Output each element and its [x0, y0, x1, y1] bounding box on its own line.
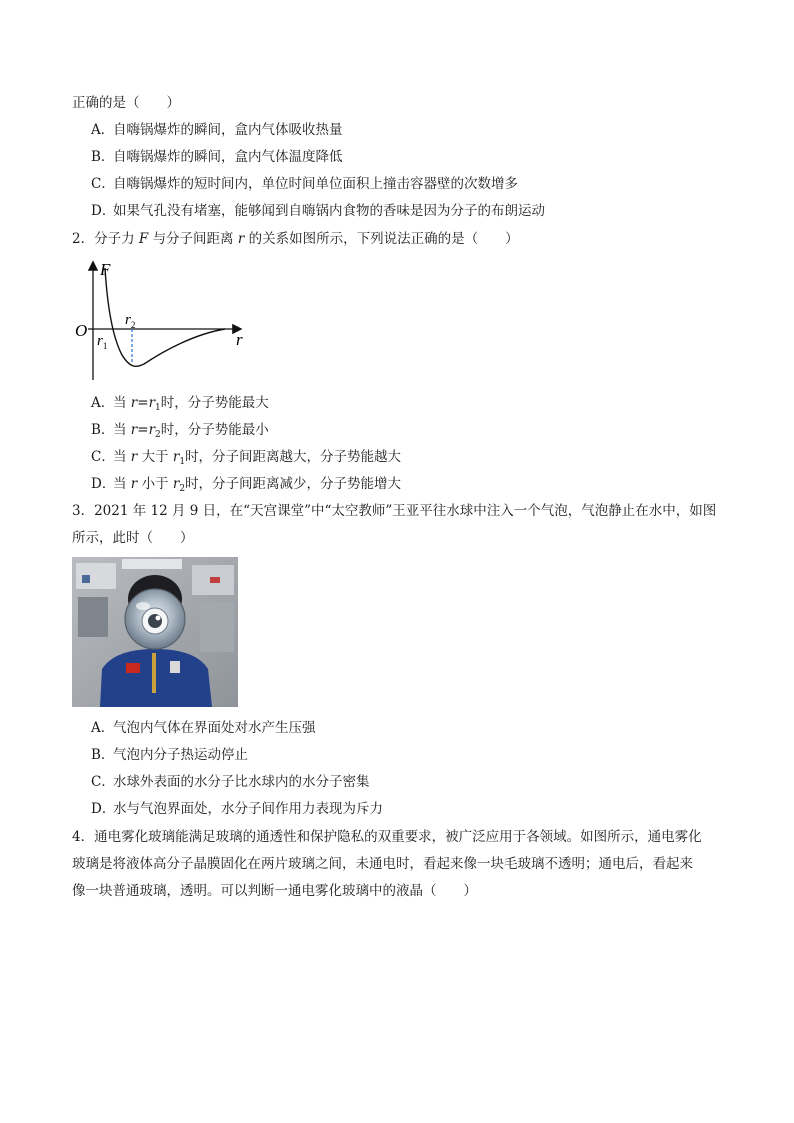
option-label: A． [91, 720, 115, 736]
q1-stem-tail: 正确的是（ ） [72, 95, 180, 111]
question-number: 2． [72, 231, 95, 247]
var-r: r [172, 476, 180, 492]
subscript: 1 [179, 457, 186, 467]
q4-stem-line1 [72, 824, 702, 851]
option-text: 大于 [141, 449, 169, 465]
var-r: r [130, 422, 138, 438]
option-text: 当 [113, 422, 127, 438]
option-label: C． [91, 449, 115, 465]
option-label: B． [91, 422, 115, 438]
q2-option-b[interactable] [91, 417, 269, 444]
option-label: A． [91, 395, 115, 411]
x-axis-label: r [236, 330, 243, 349]
q3-option-c[interactable] [91, 769, 370, 796]
option-text: 当 [113, 449, 127, 465]
stem-text: 与分子间距离 [152, 231, 234, 247]
var-r: r [130, 395, 138, 411]
option-text: 水球外表面的水分子比水球内的水分子密集 [113, 774, 370, 790]
tiangong-classroom-photo [72, 557, 238, 707]
r2-label: $r_2$ [125, 312, 136, 330]
var-r: r [237, 231, 245, 247]
option-text: 自嗨锅爆炸的短时间内，单位时间单位面积上撞击容器壁的次数增多 [113, 176, 518, 192]
y-axis-label: F [100, 260, 111, 279]
var-r: r [172, 449, 180, 465]
force-distance-graph [70, 256, 260, 386]
q3-stem-line1 [72, 498, 716, 525]
option-label: D． [91, 476, 116, 492]
var-r: r [148, 422, 156, 438]
option-text: 自嗨锅爆炸的瞬间，盒内气体温度降低 [113, 149, 343, 165]
option-text: 时，分子势能最大 [160, 395, 269, 411]
stem-text: 的关系如图所示，下列说法正确的是（ ） [248, 231, 519, 247]
q2-stem [72, 226, 519, 253]
option-text: 气泡内分子热运动停止 [113, 747, 248, 763]
subscript: 1 [155, 403, 161, 413]
q3-option-d[interactable] [91, 796, 383, 823]
option-text: 水与气泡界面处，水分子间作用力表现为斥力 [113, 801, 383, 817]
option-text: 如果气孔没有堵塞，能够闻到自嗨锅内食物的香味是因为分子的布朗运动 [113, 203, 545, 219]
var-r: r [148, 395, 156, 411]
var-f: F [138, 231, 149, 247]
option-text: 当 [113, 395, 127, 411]
var-r: r [130, 449, 138, 465]
question-number: 4． [72, 829, 95, 845]
q2-option-c[interactable] [91, 444, 401, 471]
q1-option-b[interactable] [91, 144, 343, 171]
origin-label: O [75, 321, 88, 340]
q3-option-a[interactable] [91, 715, 316, 742]
q3-stem-line2: 所示，此时（ ） [72, 530, 194, 546]
option-text: 自嗨锅爆炸的瞬间，盒内气体吸收热量 [113, 122, 343, 138]
option-text: 当 [113, 476, 127, 492]
option-label: B． [91, 149, 115, 165]
q3-option-b[interactable] [91, 742, 248, 769]
option-text: 小于 [141, 476, 169, 492]
option-text: 时，分子间距离减少，分子势能增大 [185, 476, 402, 492]
equals: = [137, 395, 149, 411]
force-curve [105, 268, 225, 366]
q1-option-c[interactable] [91, 171, 518, 198]
option-text: 时，分子间距离越大，分子势能越大 [185, 449, 402, 465]
option-label: B． [91, 747, 115, 763]
option-label: C． [91, 176, 115, 192]
question-number: 3． [72, 503, 95, 519]
option-label: C． [91, 774, 115, 790]
q4-stem-line2: 玻璃是将液体高分子晶膜固化在两片玻璃之间，未通电时，看起来像一块毛玻璃不透明；通电后，看起来 [72, 856, 693, 872]
q2-option-a[interactable] [91, 390, 269, 417]
r1-label: $r_1$ [97, 333, 108, 351]
q1-option-a[interactable] [91, 117, 343, 144]
stem-text: 分子力 [94, 231, 135, 247]
q1-option-d[interactable] [91, 198, 545, 225]
subscript: 2 [179, 484, 186, 494]
option-text: 气泡内气体在界面处对水产生压强 [113, 720, 316, 736]
option-text: 时，分子势能最小 [160, 422, 269, 438]
stem-text: 通电雾化玻璃能满足玻璃的通透性和保护隐私的双重要求，被广泛应用于各领域。如图所示，通电雾化 [94, 829, 702, 845]
q2-option-d[interactable] [91, 471, 401, 498]
stem-text: 2021 年 12 月 9 日，在“天宫课堂”中“太空教师”王亚平往水球中注入一个气泡，气泡静止在水中，如图 [94, 503, 717, 519]
option-label: A． [91, 122, 115, 138]
subscript: 2 [155, 430, 161, 440]
option-label: D． [91, 801, 116, 817]
option-label: D． [91, 203, 116, 219]
q4-stem-line3: 像一块普通玻璃，透明。可以判断一通电雾化玻璃中的液晶（ ） [72, 883, 477, 899]
var-r: r [130, 476, 138, 492]
equals: = [137, 422, 149, 438]
